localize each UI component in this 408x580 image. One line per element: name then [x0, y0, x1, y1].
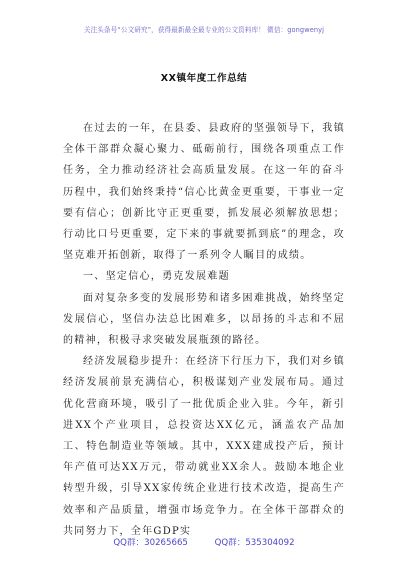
document-body — [63, 118, 345, 542]
footer-qq-groups — [0, 536, 408, 548]
body-paragraph: 经济发展稳步提升：在经济下行压力下，我们对乡镇经济发展前景充满信心，积极谋划产业发展布局。通过优化营商环境，吸引了一批优质企业入驻。今年，新引进XX个产业项目，总投资达XX亿元，涵盖农产品加工、特色制造业等领域。其中，XXX建成投产后，预计年产值可达XX万元，带动就业XX余人。鼓励本地企业转型升级，引导XX家传统企业进行技术改造，提高生产效率和产品质量，增强市场竞争力。在全体干部群众的共同努力下，全年GDP实 — [63, 356, 345, 537]
intro-paragraph: 在过去的一年，在县委、县政府的坚强领导下，我镇全体干部群众凝心聚力、砥砺前行，围绕各项重点工作任务，全力推动经济社会高质量发展。在这一年的奋斗历程中，我们始终秉持“信心比黄金更重要，干事业一定要有信心；创新比守正更重要，抓发展必须解放思想；行动比口号更重要，定下来的事就要抓到底”的理念，攻坚克难开拓创新，取得了一系列令人瞩目的成绩。 — [63, 123, 345, 262]
document-title: XX镇年度工作总结 — [160, 73, 248, 84]
qq-group-1: QQ群：30265665 — [113, 538, 188, 548]
body-paragraph: 面对复杂多变的发展形势和诸多困难挑战，始终坚定发展信心，坚信办法总比困难多，以昂扬的斗志和不屈的精神，积极寻求突破发展瓶颈的路径。 — [63, 292, 345, 347]
qq-group-2: QQ群：535304092 — [214, 538, 295, 548]
header-promo-note: 关注头条号“公文研究”，获得最新最全最专业的公文资料库！ 微信：gongwenyj — [83, 26, 325, 34]
section-heading: 一、坚定信心，勇克发展难题 — [83, 271, 230, 283]
